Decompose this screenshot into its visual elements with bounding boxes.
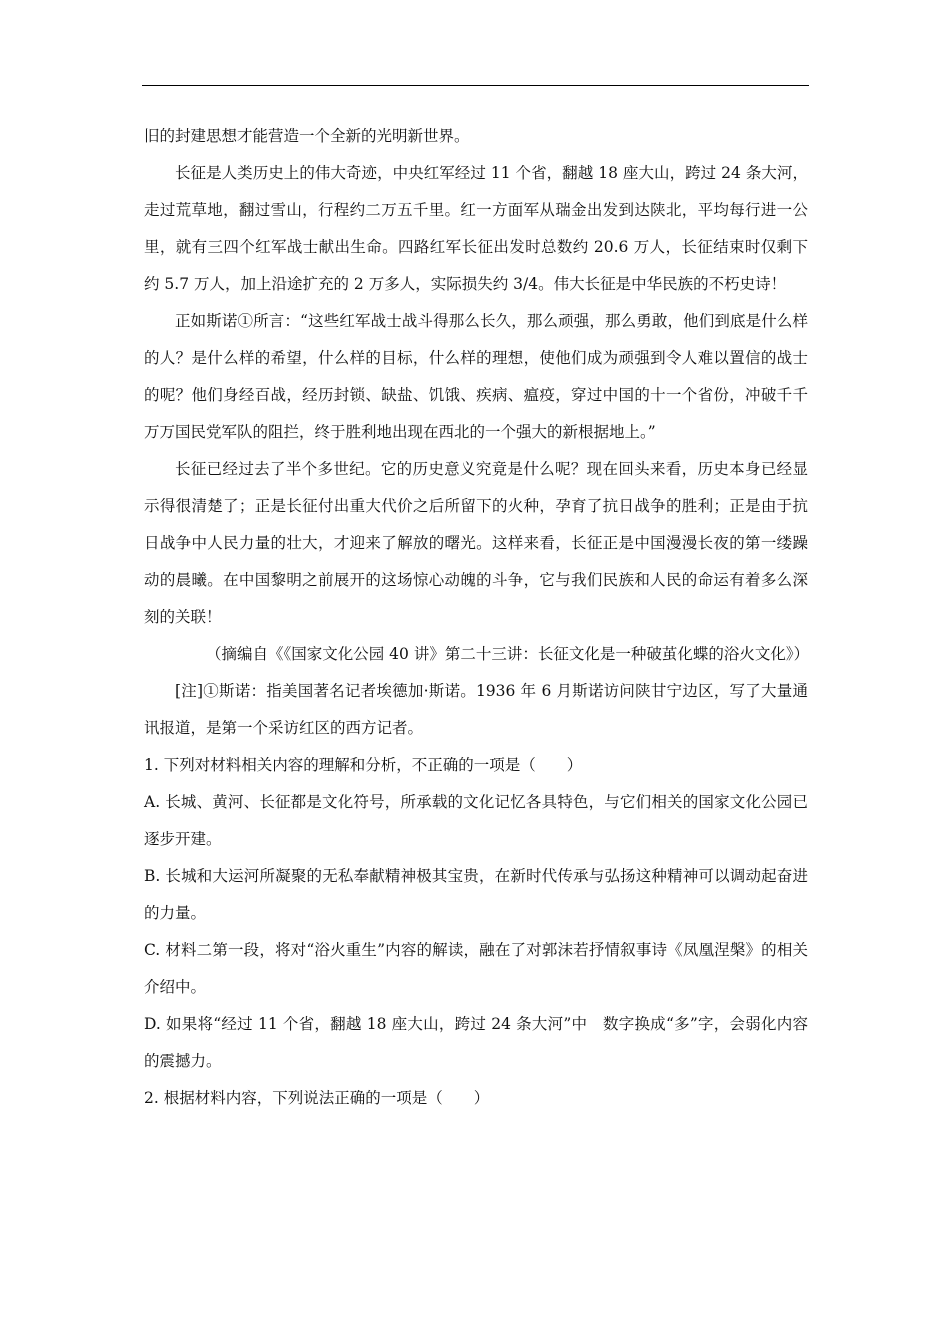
source-citation: （摘编自《《国家文化公园 40 讲》第二十三讲：长征文化是一种破茧化蝶的浴火文化》） [206, 645, 810, 663]
question-1-option-d: D. 如果将“经过 11 个省，翻越 18 座大山，跨过 24 条大河”中 数字换成“多”字，会弱化内容的震撼力。 [144, 1015, 808, 1070]
question-1-option-c: C. 材料二第一段，将对“浴火重生”内容的解读，融在了对郭沫若抒情叙事诗《凤凰涅槃》的相关介绍中。 [144, 941, 808, 996]
paragraph-historical-meaning: 长征已经过去了半个多世纪。它的历史意义究竟是什么呢？现在回头来看，历史本身已经显示得很清楚了；正是长征付出重大代价之后所留下的火种，孕育了抗日战争的胜利；正是由于抗日战争中人民力量的壮大，才迎来了解放的曙光。这样来看，长征正是中国漫漫长夜的第一缕躁动的晨曦。在中国黎明之前展开的这场惊心动魄的斗争，它与我们民族和人民的命运有着多么深刻的关联！ [144, 460, 808, 626]
paragraph-continuation: 旧的封建思想才能营造一个全新的光明新世界。 [144, 127, 470, 145]
footnote: [注]①斯诺：指美国著名记者埃德加·斯诺。1936 年 6 月斯诺访问陕甘宁边区，写了大量通讯报道，是第一个采访红区的西方记者。 [144, 682, 808, 737]
question-1-option-b: B. 长城和大运河所凝聚的无私奉献精神极其宝贵，在新时代传承与弘扬这种精神可以调动起奋进的力量。 [144, 867, 808, 922]
header-rule [142, 85, 809, 86]
document-body [144, 118, 808, 1117]
question-1-option-a: A. 长城、黄河、长征都是文化符号，所承载的文化记忆各具特色，与它们相关的国家文化公园已逐步开建。 [144, 793, 808, 848]
question-2: 2. 根据材料内容，下列说法正确的一项是（ ） [144, 1089, 490, 1107]
question-1: 1. 下列对材料相关内容的理解和分析，不正确的一项是（ ） [144, 756, 583, 774]
paragraph-long-march-miracle: 长征是人类历史上的伟大奇迹，中央红军经过 11 个省，翻越 18 座大山，跨过 24 条大河，走过荒草地，翻过雪山，行程约二万五千里。红一方面军从瑞金出发到达陕北，平均每行进一公里，就有三四个红军战士献出生命。四路红军长征出发时总数约 20.6 万人，长征结束时仅剩下约 5.7 万人，加上沿途扩充的 2 万多人，实际损失约 3/4。伟大长征是中华民族的不朽史诗！ [144, 164, 808, 293]
paragraph-snow-quote: 正如斯诺①所言：“这些红军战士战斗得那么长久，那么顽强，那么勇敢，他们到底是什么样的人？是什么样的希望，什么样的目标，什么样的理想，使他们成为顽强到令人难以置信的战士的呢？他们身经百战，经历封锁、缺盐、饥饿、疾病、瘟疫，穿过中国的十一个省份，冲破千千万万国民党军队的阻拦，终于胜利地出现在西北的一个强大的新根据地上。” [144, 312, 808, 441]
